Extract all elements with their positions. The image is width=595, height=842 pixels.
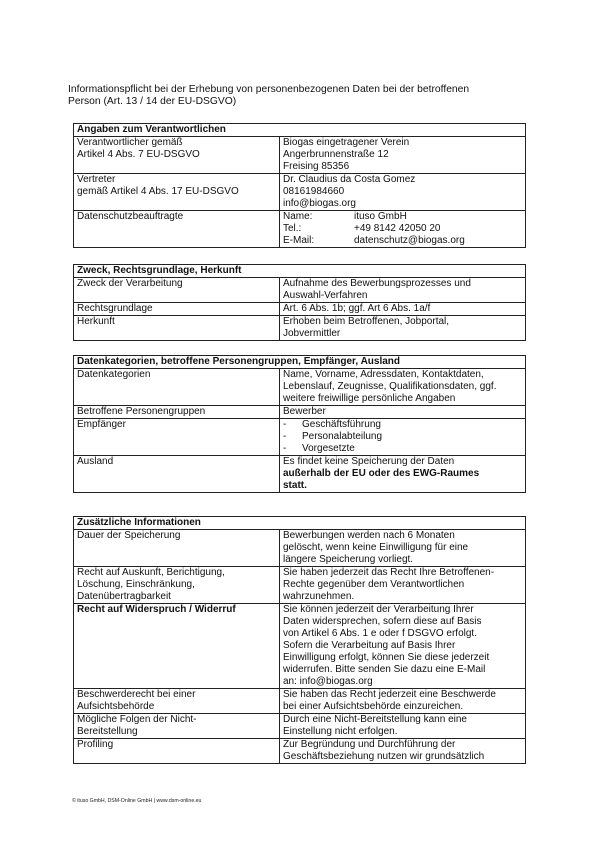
additional-info-table	[73, 516, 526, 764]
intro-line: Person (Art. 13 / 14 der EU-DSGVO)	[68, 96, 237, 108]
list-item: - Geschäftsführung	[283, 419, 381, 430]
complaint-value: Sie haben das Recht jederzeit eine Beschwerde bei einer Aufsichtsbehörde einzureichen.	[280, 689, 526, 714]
recipients-label: Empfänger	[74, 419, 280, 456]
categories-table	[73, 355, 526, 493]
controller-label: Verantwortlicher gemäß Artikel 4 Abs. 7 EU-DSGVO	[74, 137, 280, 174]
categories-label: Datenkategorien	[74, 369, 280, 406]
groups-label: Betroffene Personengruppen	[74, 406, 280, 419]
profiling-label: Profiling	[74, 739, 280, 764]
section-header: Zweck, Rechtsgrundlage, Herkunft	[74, 265, 526, 278]
objection-value: Sie können jederzeit der Verarbeitung Ihrer Daten widersprechen, sofern diese auf Basis von Artikel 6 Abs. 1 e oder f DSGVO erfolgt. Sofern die Verarbeitung auf Basis Ihrer Einwilligung erfolgt, können Sie diese jederzeit widerrufen. Bitte senden Sie dazu eine E-Mail an: info@biogas.org	[280, 604, 526, 689]
rights-label: Recht auf Auskunft, Berichtigung, Löschung, Einschränkung, Datenübertragbarkeit	[74, 567, 280, 604]
non-provision-label: Mögliche Folgen der Nicht- Bereitstellung	[74, 714, 280, 739]
section-header: Zusätzliche Informationen	[74, 517, 526, 530]
abroad-label: Ausland	[74, 456, 280, 493]
profiling-value: Zur Begründung und Durchführung der Geschäftsbeziehung nutzen wir grundsätzlich	[280, 739, 526, 764]
origin-label: Herkunft	[74, 316, 280, 341]
rights-value: Sie haben jederzeit das Recht Ihre Betroffenen- Rechte gegenüber dem Verantwortlichen wahrzunehmen.	[280, 567, 526, 604]
section-header: Datenkategorien, betroffene Personengruppen, Empfänger, Ausland	[74, 356, 526, 369]
storage-value: Bewerbungen werden nach 6 Monaten gelöscht, wenn keine Einwilligung für eine längere Speicherung vorliegt.	[280, 530, 526, 567]
representative-label: Vertreter gemäß Artikel 4 Abs. 17 EU-DSGVO	[74, 174, 280, 211]
groups-value: Bewerber	[280, 406, 526, 419]
abroad-value: Es findet keine Speicherung der Daten außerhalb der EU oder des EWG-Raumes statt.	[280, 456, 526, 493]
page-footer: © ituso GmbH, DSM-Online GmbH | www.dsm-online.eu	[72, 798, 202, 804]
purpose-value: Aufnahme des Bewerbungsprozesses und Auswahl-Verfahren	[280, 278, 526, 303]
controller-table	[73, 123, 526, 248]
non-provision-value: Durch eine Nicht-Bereitstellung kann eine Einstellung nicht erfolgen.	[280, 714, 526, 739]
basis-label: Rechtsgrundlage	[74, 303, 280, 316]
purpose-table	[73, 264, 526, 341]
complaint-label: Beschwerderecht bei einer Aufsichtsbehörde	[74, 689, 280, 714]
list-item: - Personalabteilung	[283, 431, 383, 442]
list-item: - Vorgesetzte	[283, 443, 355, 454]
purpose-label: Zweck der Verarbeitung	[74, 278, 280, 303]
recipients-value	[280, 419, 526, 456]
email-link[interactable]: info@biogas.org	[283, 198, 356, 209]
dpo-value: Name: ituso GmbH Tel.: +49 8142 42050 20 E-Mail: datenschutz@biogas.org	[280, 211, 526, 248]
origin-value: Erhoben beim Betroffenen, Jobportal, Jobvermittler	[280, 316, 526, 341]
storage-label: Dauer der Speicherung	[74, 530, 280, 567]
section-header: Angaben zum Verantwortlichen	[74, 124, 526, 137]
dpo-label: Datenschutzbeauftragte	[74, 211, 280, 248]
controller-value: Biogas eingetragener Verein Angerbrunnenstraße 12 Freising 85356	[280, 137, 526, 174]
objection-label: Recht auf Widerspruch / Widerruf	[74, 604, 280, 689]
representative-value: Dr. Claudius da Costa Gomez 08161984660 info@biogas.org	[280, 174, 526, 211]
intro-heading	[68, 84, 528, 108]
intro-line: Informationspflicht bei der Erhebung von personenbezogenen Daten bei der betroffenen	[68, 84, 470, 95]
email-link[interactable]: datenschutz@biogas.org	[354, 235, 465, 246]
basis-value: Art. 6 Abs. 1b; ggf. Art 6 Abs. 1a/f	[280, 303, 526, 316]
categories-value: Name, Vorname, Adressdaten, Kontaktdaten, Lebenslauf, Zeugnisse, Qualifikationsdaten, ggf. weitere freiwillige persönliche Angaben	[280, 369, 526, 406]
